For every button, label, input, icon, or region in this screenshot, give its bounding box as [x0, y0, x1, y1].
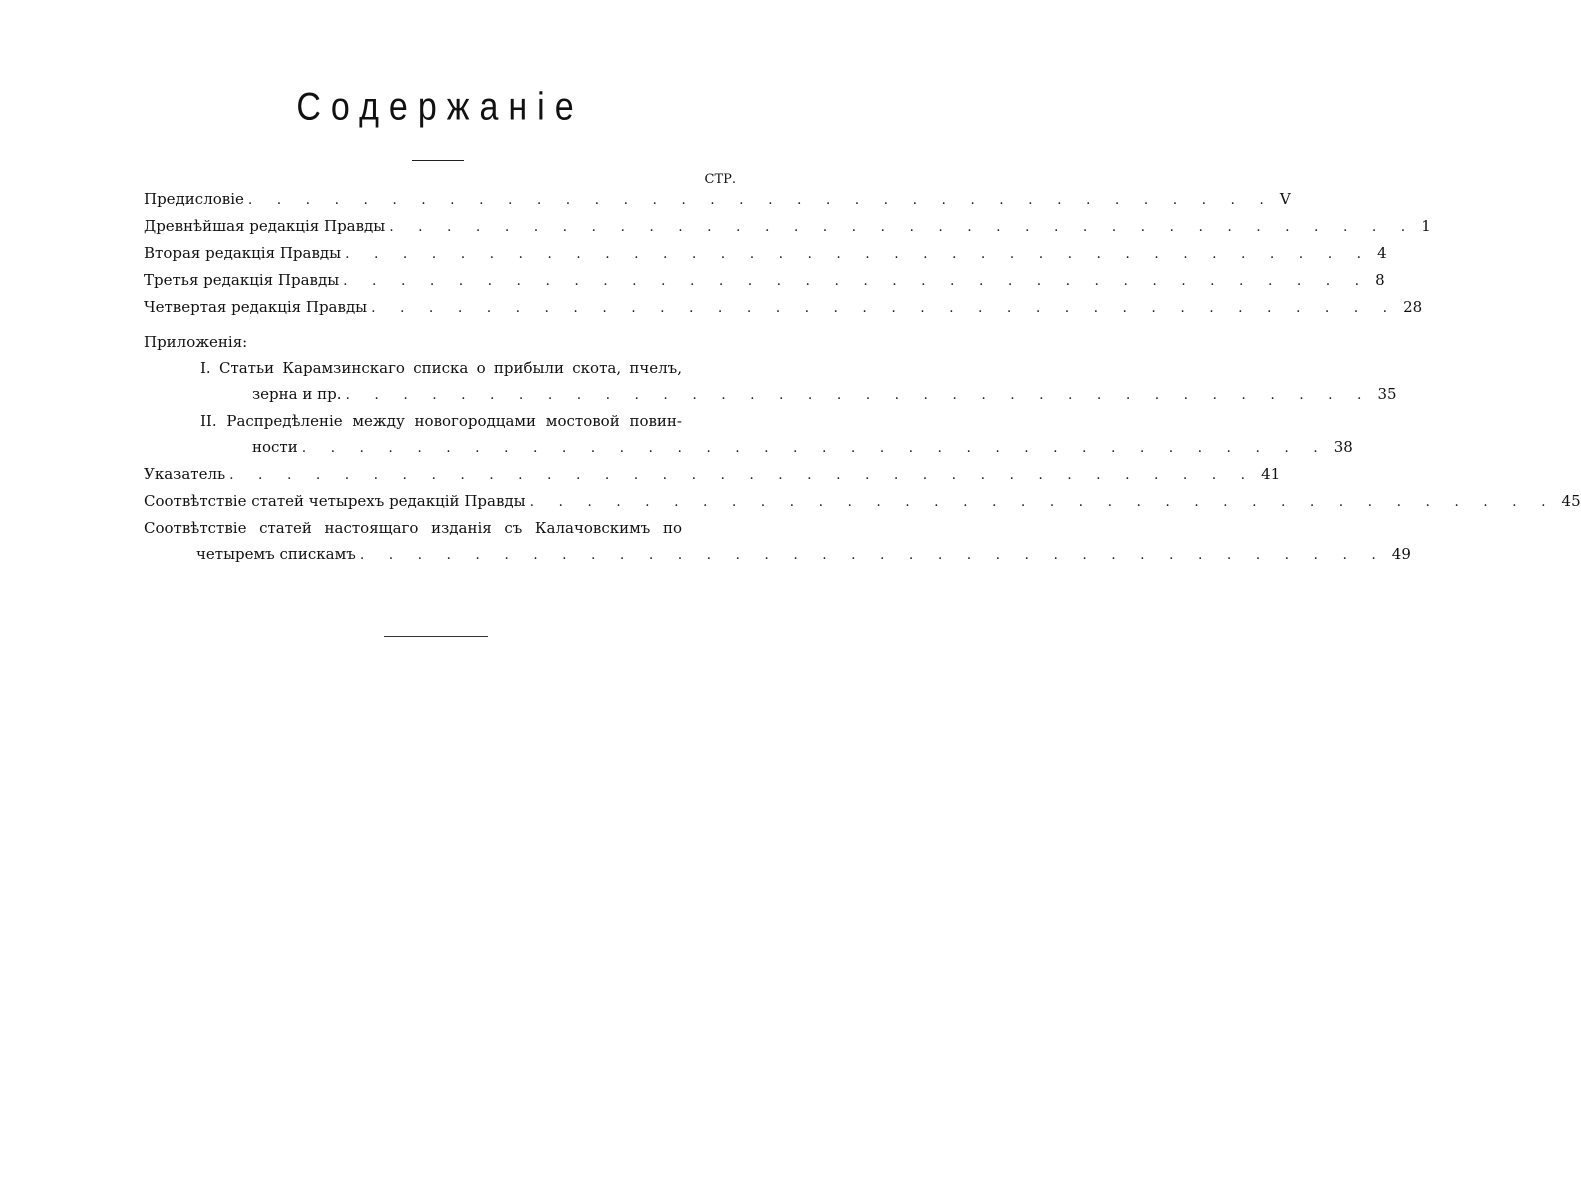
leader-dots: . . . . . . . . . . . . . . . . . . . . . . . . . . . . . . . . . . . . [345, 246, 1372, 262]
toc-entry-page: 28 [1403, 298, 1423, 316]
leader-dots: . . . . . . . . . . . . . . . . . . . . . . . . . . . . . . . . . . . . [529, 494, 1556, 510]
toc-entry-page: 1 [1421, 217, 1431, 235]
title-rule [412, 160, 464, 161]
toc-entry-text: I. Статьи Карамзинскаго списка о прибыли скота, пчелъ, [200, 359, 682, 377]
toc-entry[interactable] [144, 213, 1431, 240]
leader-dots: . . . . . . . . . . . . . . . . . . . . . . . . . . . . . . . . . . . . [345, 387, 1372, 403]
leader-dots: . . . . . . . . . . . . . . . . . . . . . . . . . . . . . . . . . . . . [247, 192, 1274, 208]
toc-entry-text: Соотвѣтствіе статей настоящаго изданія съ Калачовскимъ по [144, 519, 682, 537]
toc-entry-appendix-1[interactable] [200, 355, 1397, 408]
toc-entry-text: Четвертая редакція Правды [144, 298, 368, 316]
toc-entry-page: V [1279, 190, 1291, 208]
toc-entry-page: 49 [1391, 545, 1411, 563]
leader-dots: . . . . . . . . . . . . . . . . . . . . . . . . . . . . . . . . . . . . [389, 219, 1416, 235]
leader-dots: . . . . . . . . . . . . . . . . . . . . . . . . . . . . . . . . . . . . [343, 273, 1370, 289]
page-title: Содержаніе [296, 85, 584, 129]
toc-entry-page: 4 [1377, 244, 1387, 262]
toc-entry-text: Третья редакція Правды [144, 271, 340, 289]
toc-entry-page: 41 [1261, 465, 1281, 483]
toc-entry[interactable] [144, 294, 1423, 321]
leader-dots: . . . . . . . . . . . . . . . . . . . . . . . . . . . . . . . . . . . . [301, 440, 1328, 456]
toc-entry-text-continued: четыремъ спискамъ [196, 545, 356, 563]
toc-entry-page: 38 [1333, 438, 1353, 456]
toc-entry-appendix-2[interactable] [200, 408, 1353, 461]
toc-entry-page: 8 [1375, 271, 1385, 289]
toc-entry-text-continued: зерна и пр. [252, 385, 342, 403]
toc-entry-text: Вторая редакція Правды [144, 244, 342, 262]
toc-entry-text: Соотвѣтствіе статей четырехъ редакцій Правды [144, 492, 526, 510]
appendix-heading: Приложенія: [144, 333, 248, 351]
toc-entry[interactable] [144, 267, 1385, 294]
leader-dots: . . . . . . . . . . . . . . . . . . . . . . . . . . . . . . . . . . . . [229, 467, 1256, 483]
table-of-contents [144, 186, 1581, 568]
closing-rule [384, 636, 488, 637]
leader-dots: . . . . . . . . . . . . . . . . . . . . . . . . . . . . . . . . . . . . [359, 547, 1386, 563]
toc-entry-page: 35 [1377, 385, 1397, 403]
toc-entry[interactable] [144, 488, 1581, 515]
toc-entry-text: Древнѣйшая редакція Правды [144, 217, 386, 235]
toc-entry[interactable] [144, 186, 1291, 213]
toc-entry-page: 45 [1561, 492, 1581, 510]
toc-entry-text-continued: ности [252, 438, 298, 456]
page-column-header: СТР. [704, 172, 736, 187]
toc-entry-text: Предисловіе [144, 190, 244, 208]
toc-entry-concordance[interactable] [144, 515, 1411, 568]
toc-entry-text: II. Распредѣленіе между новогородцами мостовой повин- [200, 412, 682, 430]
toc-entry-text: Указатель [144, 465, 226, 483]
toc-entry[interactable] [144, 461, 1281, 488]
toc-entry[interactable] [144, 240, 1387, 267]
leader-dots: . . . . . . . . . . . . . . . . . . . . . . . . . . . . . . . . . . . . [371, 300, 1398, 316]
